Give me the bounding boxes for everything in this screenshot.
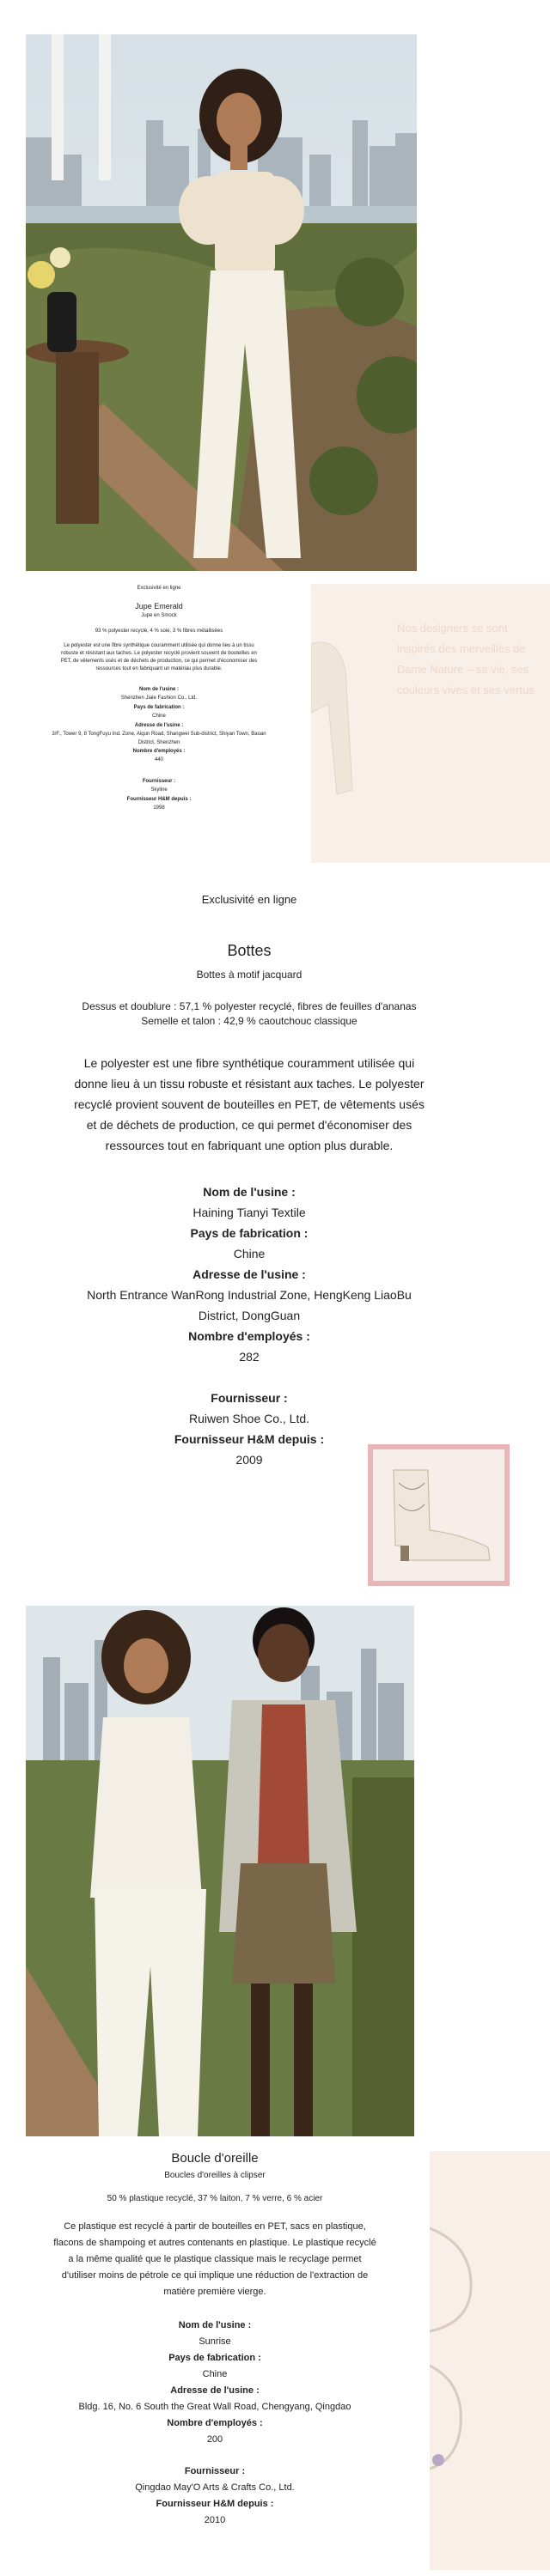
- supplier-label: Fournisseur :: [211, 1391, 288, 1405]
- employees-label: Nombre d'employés :: [188, 1329, 310, 1343]
- product-subtitle: Boucles d'oreilles à clipser: [164, 2171, 266, 2180]
- hero-photo-woman-garden: [26, 34, 417, 571]
- factory-value: Haining Tianyi Textile: [192, 1206, 306, 1219]
- country-label: Pays de fabrication :: [133, 705, 185, 710]
- country-label: Pays de fabrication :: [190, 1226, 309, 1240]
- country-label: Pays de fabrication :: [168, 2353, 261, 2363]
- factory-label: Nom de l'usine :: [203, 1185, 296, 1199]
- product-material: 50 % plastique recyclé, 37 % laiton, 7 % verre, 6 % acier: [107, 2194, 323, 2203]
- supplier-since-value: 1998: [153, 805, 165, 811]
- product-description: Ce plastique est recyclé à partir de bouteilles en PET, sacs en plastique, flacons de shampoing et autres contenants en plastique. Le plastique recyclé a la même qualité que le plastique classique mais le recyclage permet d'utiliser moins de pétrole ce qui implique une réduction de l'extraction de matière première vierge.: [53, 2221, 376, 2297]
- supplier-label: Fournisseur :: [184, 2466, 246, 2476]
- product-description: Le polyester est une fibre synthétique couramment utilisée qui donne lieu à un tissu robuste et résistant aux taches. Le polyester recyclé provient souvent de bouteilles en PET, de vêtements usés et de déchets de production, ce qui permet d'économiser des ressources tout en fabriquant un matériau plus durable.: [60, 643, 258, 671]
- address-label: Adresse de l'usine :: [170, 2385, 260, 2396]
- country-value: Chine: [233, 1247, 266, 1261]
- product-material: 93 % polyester recyclé, 4 % soie, 3 % fibres métallisées: [95, 629, 223, 634]
- employees-value: 282: [239, 1350, 260, 1364]
- factory-label: Nom de l'usine :: [138, 687, 180, 692]
- hero-photo-two-women: [26, 1606, 414, 2136]
- factory-value: Shenzhen Jiale Fashion Co., Ltd.: [120, 696, 198, 701]
- product-description: Le polyester est une fibre synthétique couramment utilisée qui donne lieu à un tissu robuste et résistant aux taches. Le polyester recyclé provient souvent de bouteilles en PET, de vêtements usés et de déchets de production, ce qui permet d'économiser des ressources tout en fabriquant une option plus durable.: [74, 1056, 425, 1152]
- supplier-label: Fournisseur :: [142, 779, 176, 784]
- supplier-value: Skyline: [150, 787, 168, 793]
- online-exclusive-label: Exclusivité en ligne: [137, 586, 181, 591]
- online-exclusive-label: Exclusivité en ligne: [201, 893, 297, 906]
- employees-value: 440: [154, 757, 163, 762]
- product-name: Jupe Emerald: [135, 602, 183, 611]
- country-value: Chine: [152, 714, 166, 719]
- product-info-bottes: [34, 893, 464, 1470]
- product-info-jupe-emerald: [17, 584, 301, 813]
- supplier-since-label: Fournisseur H&M depuis :: [126, 797, 192, 802]
- supplier-since-value: 2010: [204, 2515, 226, 2525]
- address-value: Bldg. 16, No. 6 South the Great Wall Road, Chengyang, Qingdao: [78, 2402, 351, 2412]
- supplier-since-value: 2009: [235, 1453, 263, 1467]
- designer-quote: Nos designers se sont inspirés des merveilles de Dame Nature – sa vie, ses couleurs vives et ses vertus: [397, 622, 535, 696]
- employees-label: Nombre d'employés :: [132, 749, 186, 754]
- address-label: Adresse de l'usine :: [192, 1267, 306, 1281]
- product-name: Bottes: [227, 942, 272, 959]
- address-value: 3/F., Tower 9, 8 TongFuyu Ind. Zone, Aiqun Road, Shangwei Sub-district, Shiyan Town, Baoan District, Shenzhen: [52, 732, 266, 745]
- employees-value: 200: [206, 2434, 223, 2445]
- product-subtitle: Bottes à motif jacquard: [196, 969, 302, 981]
- employees-label: Nombre d'employés :: [167, 2418, 263, 2428]
- boot-thumbnail: [368, 1444, 510, 1586]
- supplier-value: Ruiwen Shoe Co., Ltd.: [188, 1412, 310, 1425]
- product-material: Dessus et doublure : 57,1 % polyester recyclé, fibres de feuilles d'ananas Semelle et talon : 42,9 % caoutchouc classique: [82, 1000, 417, 1027]
- supplier-value: Qingdao May'O Arts & Crafts Co., Ltd.: [135, 2482, 295, 2493]
- factory-label: Nom de l'usine :: [178, 2320, 252, 2330]
- product-name: Boucle d'oreille: [171, 2151, 259, 2166]
- supplier-since-label: Fournisseur H&M depuis :: [156, 2499, 274, 2509]
- address-label: Adresse de l'usine :: [134, 723, 184, 728]
- supplier-since-label: Fournisseur H&M depuis :: [174, 1432, 325, 1446]
- factory-value: Sunrise: [199, 2336, 231, 2347]
- earring-panel: [430, 2151, 550, 2570]
- address-value: North Entrance WanRong Industrial Zone, HengKeng LiaoBu District, DongGuan: [87, 1288, 412, 1322]
- country-value: Chine: [202, 2369, 228, 2379]
- product-subtitle: Jupe en Smock: [141, 613, 177, 618]
- product-info-boucle-oreille: [17, 2151, 412, 2529]
